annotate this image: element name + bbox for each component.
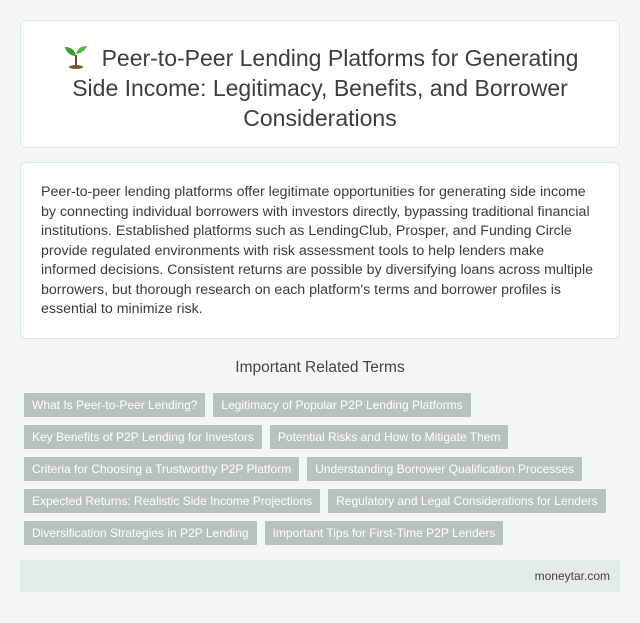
related-term-tag[interactable]: Potential Risks and How to Mitigate Them bbox=[270, 425, 509, 449]
tag-row bbox=[24, 457, 624, 481]
tag-row bbox=[24, 489, 624, 513]
summary-card bbox=[20, 162, 620, 339]
tag-row bbox=[24, 425, 624, 449]
sprout-icon bbox=[62, 43, 90, 69]
tag-row bbox=[24, 393, 624, 417]
footer bbox=[20, 560, 620, 592]
site-link[interactable]: moneytar.com bbox=[534, 569, 610, 583]
title-card bbox=[20, 20, 620, 148]
related-term-tag[interactable]: Regulatory and Legal Considerations for Lenders bbox=[328, 489, 606, 513]
related-term-tag[interactable]: Understanding Borrower Qualification Processes bbox=[307, 457, 582, 481]
page-title bbox=[45, 43, 595, 133]
tag-row bbox=[24, 521, 624, 545]
related-term-tag[interactable]: Key Benefits of P2P Lending for Investors bbox=[24, 425, 262, 449]
related-terms-heading: Important Related Terms bbox=[235, 359, 405, 376]
related-terms-list bbox=[24, 393, 624, 553]
related-term-tag[interactable]: Expected Returns: Realistic Side Income Projections bbox=[24, 489, 320, 513]
summary-text: Peer-to-peer lending platforms offer legitimate opportunities for generating side income by connecting individual borrowers with investors directly, bypassing traditional financial institutions. Established platforms such as LendingClub, Prosper, and Funding Circle provide regulated environments with risk assessment tools to help lenders make informed decisions. Consistent returns are possible by diversifying loans across multiple borrowers, but thorough research on each platform's terms and borrower profiles is essential to minimize risk. bbox=[41, 184, 593, 317]
related-term-tag[interactable]: Criteria for Choosing a Trustworthy P2P Platform bbox=[24, 457, 299, 481]
related-term-tag[interactable]: Legitimacy of Popular P2P Lending Platforms bbox=[213, 393, 470, 417]
related-term-tag[interactable]: Important Tips for First-Time P2P Lenders bbox=[265, 521, 504, 545]
related-term-tag[interactable]: What Is Peer-to-Peer Lending? bbox=[24, 393, 205, 417]
page-title-text: Peer-to-Peer Lending Platforms for Generating Side Income: Legitimacy, Benefits, and Borrower Considerations bbox=[72, 45, 579, 131]
related-term-tag[interactable]: Diversification Strategies in P2P Lending bbox=[24, 521, 257, 545]
